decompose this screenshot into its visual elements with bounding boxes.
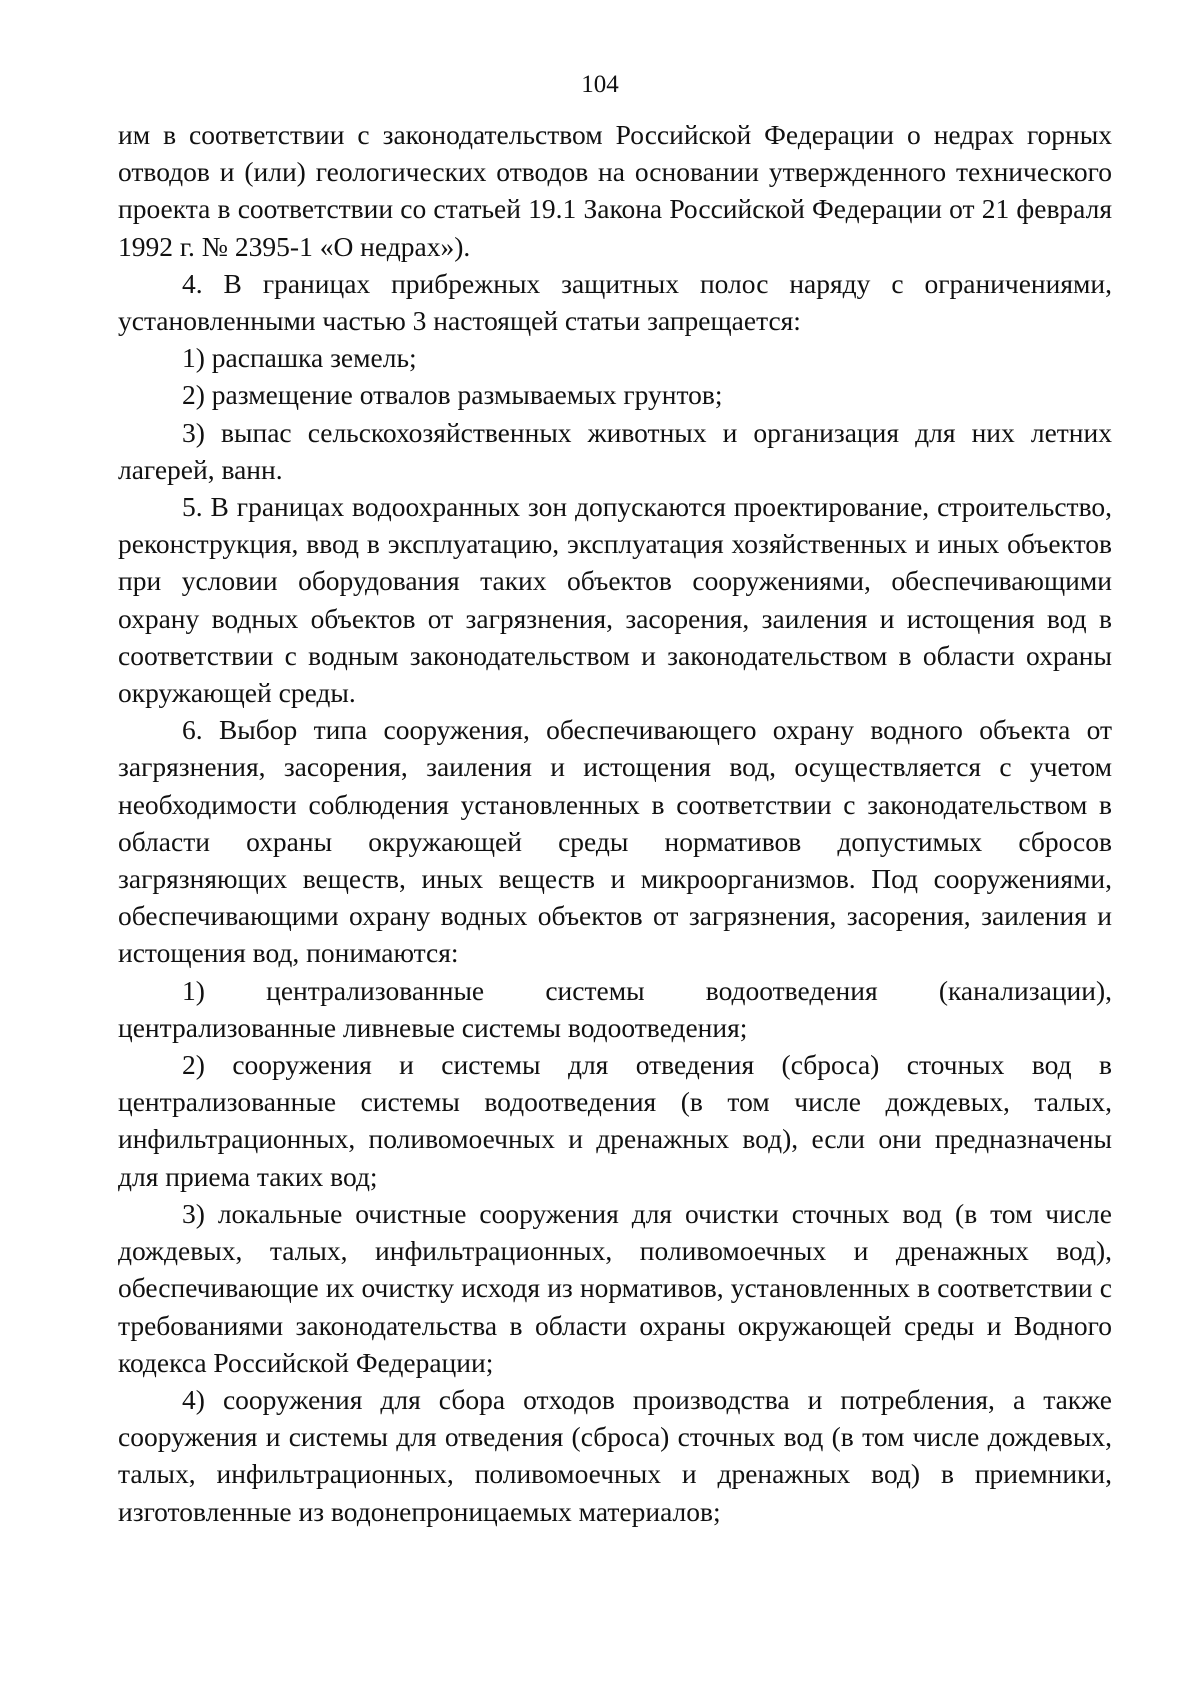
page-number: 104: [581, 71, 619, 98]
paragraph-continuation: им в соответствии с законодательством Российской Федерации о недрах горных отводов и (или) геологических отводов на основании утвержденного технического проекта в соответствии со статьей 19.1 Закона Российской Федерации от 21 февраля 1992 г. № 2395-1 «О недрах»).: [118, 119, 1112, 262]
paragraph-item-5: 5. В границах водоохранных зон допускаются проектирование, строительство, реконструкция, ввод в эксплуатацию, эксплуатация хозяйственных и иных объектов при условии оборудования таких объектов сооружениями, обеспечивающими охрану водных объектов от загрязнения, засорения, заиления и истощения вод в соответствии с водным законодательством и законодательством в области охраны окружающей среды.: [118, 491, 1112, 709]
paragraph-subitem-4-1: 1) распашка земель;: [182, 342, 417, 374]
paragraph-subitem-6-2: 2) сооружения и системы для отведения (сброса) сточных вод в централизованные системы водоотведения (в том числе дождевых, талых, инфильтрационных, поливомоечных и дренажных вод), если они предназначены для приема таких вод;: [118, 1049, 1112, 1192]
paragraph-item-6: 6. Выбор типа сооружения, обеспечивающего охрану водного объекта от загрязнения, засорения, заиления и истощения вод, осуществляется с учетом необходимости соблюдения установленных в соответствии с законодательством в области охраны окружающей среды нормативов допустимых сбросов загрязняющих веществ, иных веществ и микроорганизмов. Под сооружениями, обеспечивающими охрану водных объектов от загрязнения, засорения, заиления и истощения вод, понимаются:: [118, 714, 1112, 969]
paragraph-subitem-6-1: 1) централизованные системы водоотведения (канализации), централизованные ливневые системы водоотведения;: [118, 974, 1112, 1043]
paragraph-subitem-6-4: 4) сооружения для сбора отходов производства и потребления, а также сооружения и системы для отведения (сброса) сточных вод (в том числе дождевых, талых, инфильтрационных, поливомоечных и дренажных вод) в приемники, изготовленные из водонепроницаемых материалов;: [118, 1383, 1112, 1527]
document-body: [118, 116, 1112, 1530]
paragraph-subitem-4-2: 2) размещение отвалов размываемых грунтов;: [182, 379, 723, 411]
paragraph-subitem-4-3: 3) выпас сельскохозяйственных животных и организация для них летних лагерей, ванн.: [118, 416, 1112, 485]
paragraph-item-4: 4. В границах прибрежных защитных полос наряду с ограничениями, установленными частью 3 настоящей статьи запрещается:: [118, 267, 1112, 337]
paragraph-subitem-6-3: 3) локальные очистные сооружения для очистки сточных вод (в том числе дождевых, талых, инфильтрационных, поливомоечных и дренажных вод), обеспечивающие их очистку исходя из нормативов, установленных в соответствии с требованиями законодательства в области охраны окружающей среды и Водного кодекса Российской Федерации;: [118, 1197, 1112, 1378]
